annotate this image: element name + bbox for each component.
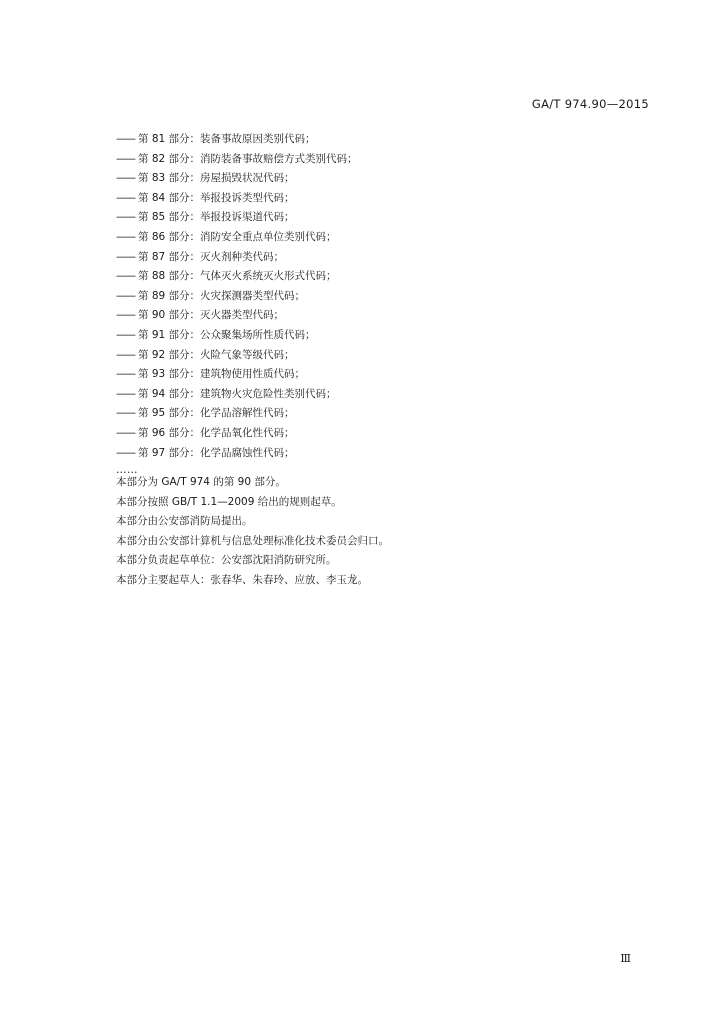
- list-dash: ——: [116, 368, 135, 381]
- list-dash: ——: [116, 172, 135, 185]
- list-item-text: 第 85 部分：举报投诉渠道代码；: [138, 211, 295, 224]
- list-item-text: 第 86 部分：消防安全重点单位类别代码；: [138, 230, 337, 243]
- list-dash: ——: [116, 230, 135, 243]
- list-dash: ——: [116, 250, 135, 263]
- parts-list: [116, 130, 358, 481]
- list-item-text: 第 96 部分：化学品氧化性代码；: [138, 426, 295, 439]
- list-dash: ——: [116, 309, 135, 322]
- list-dash: ——: [116, 133, 135, 145]
- list-item: [116, 267, 358, 287]
- list-item-text: 第 97 部分：化学品腐蚀性代码；: [138, 446, 295, 459]
- list-item: [116, 228, 358, 248]
- list-item-text: 第 82 部分：消防装备事故赔偿方式类别代码；: [138, 152, 358, 165]
- list-item-text: 第 89 部分：火灾探测器类型代码；: [138, 289, 306, 302]
- list-item: [116, 346, 358, 366]
- list-dash: ——: [116, 289, 135, 302]
- list-item: [116, 150, 358, 170]
- list-item: [116, 424, 358, 444]
- list-dash: ——: [116, 211, 135, 224]
- list-item-text: 第 87 部分：灭火剂种类代码；: [138, 250, 285, 263]
- list-dash: ——: [116, 348, 135, 361]
- list-item: [116, 404, 358, 424]
- list-item: [116, 385, 358, 405]
- list-dash: ——: [116, 426, 135, 439]
- foreword-line: 本部分为 GA/T 974 的第 90 部分。: [116, 476, 286, 488]
- list-item-text: 第 91 部分：公众聚集场所性质代码；: [138, 328, 316, 341]
- list-item-text: 第 92 部分：火险气象等级代码；: [138, 348, 295, 361]
- list-item: [116, 326, 358, 346]
- list-item-text: 第 88 部分：气体灭火系统灭火形式代码；: [138, 270, 337, 283]
- list-dash: ——: [116, 407, 135, 420]
- list-item: [116, 287, 358, 307]
- list-item: [116, 189, 358, 209]
- foreword-line: 本部分按照 GB/T 1.1—2009 给出的规则起草。: [116, 495, 342, 508]
- list-item: [116, 130, 358, 150]
- list-item-text: 第 95 部分：化学品溶解性代码；: [138, 407, 295, 420]
- page-number: Ⅲ: [620, 952, 631, 965]
- standard-code: GA/T 974.90—2015: [531, 97, 649, 111]
- list-item: [116, 208, 358, 228]
- foreword-line: 本部分由公安部计算机与信息处理标准化技术委员会归口。: [116, 534, 389, 547]
- list-dash: ——: [116, 191, 135, 204]
- foreword-line: 本部分负责起草单位：公安部沈阳消防研究所。: [116, 554, 337, 567]
- list-dash: ——: [116, 446, 135, 459]
- list-item: [116, 169, 358, 189]
- list-dash: ——: [116, 387, 135, 400]
- list-item: [116, 444, 358, 464]
- list-dash: ——: [116, 152, 135, 165]
- list-item: [116, 248, 358, 268]
- foreword-statements: [116, 473, 389, 591]
- list-item-text: 第 94 部分：建筑物火灾危险性类别代码；: [138, 387, 337, 400]
- list-item-text: 第 90 部分：灭火器类型代码；: [138, 309, 285, 322]
- list-item: [116, 365, 358, 385]
- list-item-text: 第 83 部分：房屋损毁状况代码；: [138, 172, 295, 185]
- list-dash: ——: [116, 270, 135, 283]
- list-item-text: 第 93 部分：建筑物使用性质代码；: [138, 368, 306, 381]
- list-ellipsis: ……: [116, 464, 138, 477]
- list-item-text: 第 84 部分：举报投诉类型代码；: [138, 191, 295, 204]
- list-item-text: 第 81 部分：装备事故原因类别代码；: [138, 133, 316, 145]
- list-item: [116, 306, 358, 326]
- foreword-line: 本部分主要起草人：张春华、朱春玲、应放、李玉龙。: [116, 573, 368, 586]
- foreword-line: 本部分由公安部消防局提出。: [116, 515, 253, 528]
- list-dash: ——: [116, 328, 135, 341]
